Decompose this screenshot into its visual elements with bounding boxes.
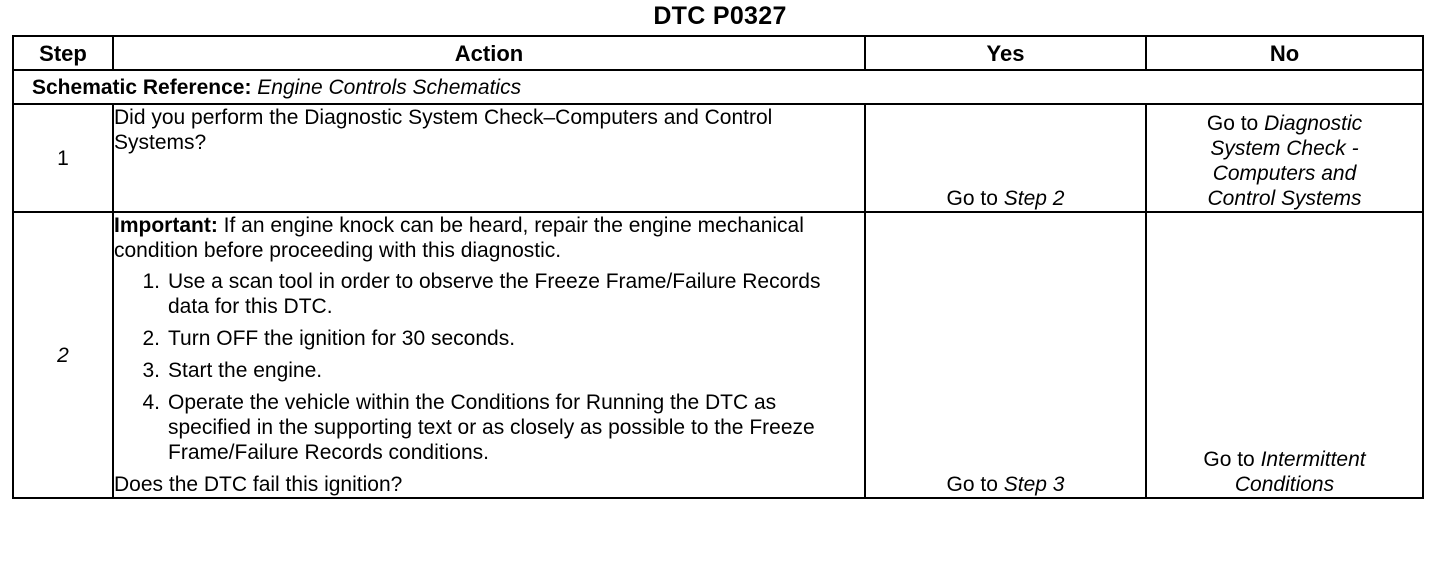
list-item bbox=[114, 358, 864, 383]
important-note bbox=[114, 213, 864, 263]
yes-cell bbox=[865, 104, 1146, 212]
question-text: Does the DTC fail this ignition? bbox=[114, 473, 403, 496]
diagnostic-table bbox=[12, 35, 1424, 499]
no-link-line[interactable]: Control Systems bbox=[1207, 187, 1362, 210]
schematic-reference-link[interactable]: Engine Controls Schematics bbox=[257, 75, 522, 99]
yes-link[interactable]: Step 2 bbox=[1003, 187, 1065, 210]
important-label: Important: bbox=[114, 214, 218, 237]
substep-number: 2. bbox=[142, 327, 160, 350]
no-link-line[interactable]: Diagnostic bbox=[1264, 112, 1363, 135]
action-text: Did you perform the Diagnostic System Check–Computers and Control Systems? bbox=[114, 106, 773, 154]
substep-text: Turn OFF the ignition for 30 seconds. bbox=[168, 327, 516, 350]
list-item bbox=[114, 326, 864, 351]
substep-text: Start the engine. bbox=[168, 359, 323, 382]
substep-text: Operate the vehicle within the Conditions for Running the DTC as specified in the supporting text or as closely as possible to the Freeze Frame/Failure Records conditions. bbox=[168, 391, 815, 464]
list-item bbox=[114, 269, 864, 319]
substep-text: Use a scan tool in order to observe the Freeze Frame/Failure Records data for this DTC. bbox=[168, 270, 821, 318]
step-number: 1 bbox=[13, 104, 113, 212]
no-prefix: Go to bbox=[1206, 112, 1259, 135]
no-link-line[interactable]: Computers and bbox=[1212, 162, 1357, 185]
no-cell bbox=[1146, 104, 1423, 212]
substep-number: 1. bbox=[142, 270, 160, 293]
table-row bbox=[13, 212, 1423, 498]
yes-prefix: Go to bbox=[946, 473, 998, 496]
table-row bbox=[13, 104, 1423, 212]
step-number: 2 bbox=[13, 212, 113, 498]
action-cell bbox=[113, 104, 865, 212]
schematic-reference bbox=[13, 70, 1423, 104]
no-link-line[interactable]: System Check - bbox=[1210, 137, 1359, 160]
no-link-line[interactable]: Intermittent bbox=[1260, 448, 1366, 471]
substep-list bbox=[114, 269, 864, 465]
header-action: Action bbox=[113, 36, 865, 70]
yes-prefix: Go to bbox=[946, 187, 998, 210]
substep-number: 3. bbox=[142, 359, 160, 382]
action-cell bbox=[113, 212, 865, 498]
header-no: No bbox=[1146, 36, 1423, 70]
header-yes: Yes bbox=[865, 36, 1146, 70]
schematic-reference-label: Schematic Reference: bbox=[32, 75, 252, 99]
header-step: Step bbox=[13, 36, 113, 70]
page-title: DTC P0327 bbox=[653, 2, 787, 30]
no-prefix: Go to bbox=[1203, 448, 1255, 471]
substep-number: 4. bbox=[142, 391, 160, 414]
header-row bbox=[13, 36, 1423, 70]
important-text: If an engine knock can be heard, repair the engine mechanical condition before proceeding with this diagnostic. bbox=[114, 214, 804, 262]
yes-cell bbox=[865, 212, 1146, 498]
no-cell bbox=[1146, 212, 1423, 498]
no-link-line[interactable]: Conditions bbox=[1234, 473, 1335, 496]
list-item bbox=[114, 390, 864, 465]
schematic-reference-row bbox=[13, 70, 1423, 104]
yes-link[interactable]: Step 3 bbox=[1003, 473, 1065, 496]
